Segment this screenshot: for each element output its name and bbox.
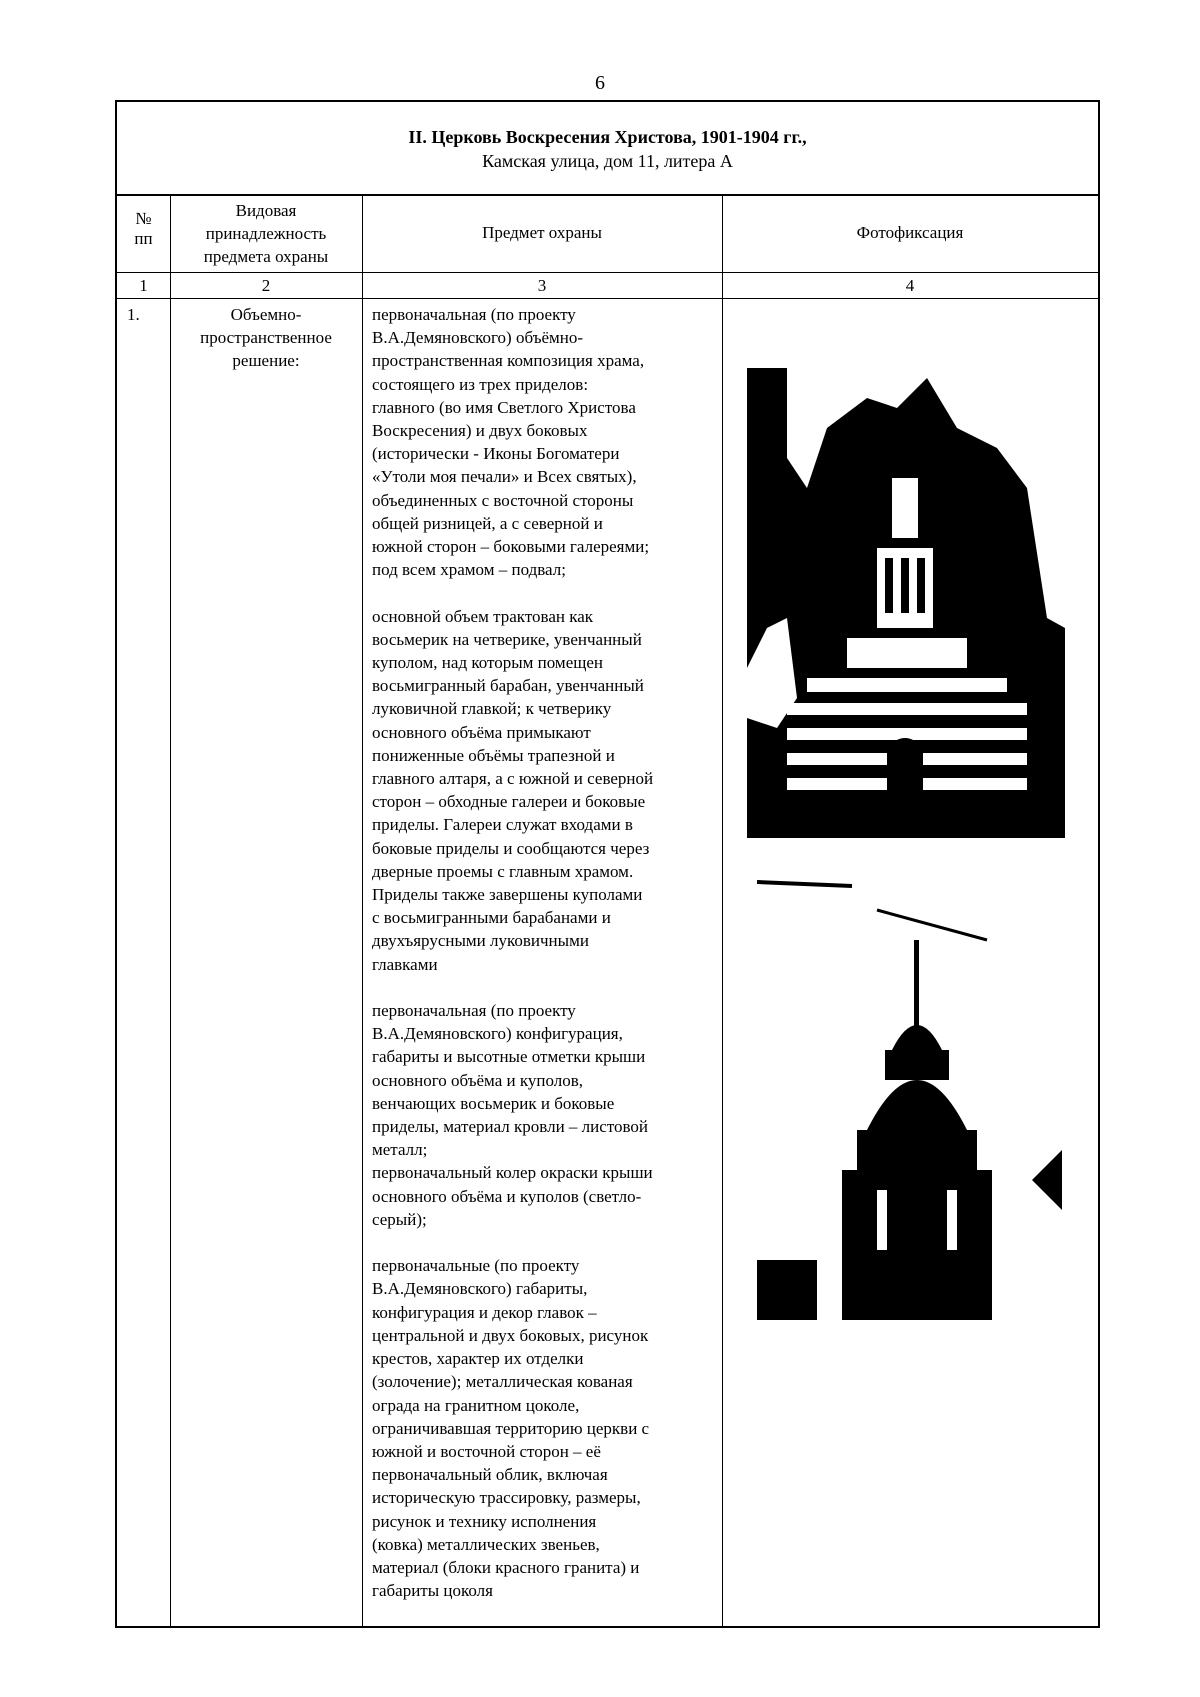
col-number-4: 4 <box>905 276 915 295</box>
col-divider-1 <box>170 194 171 1626</box>
row-subject <box>372 303 712 1626</box>
church-photo-facade <box>747 368 1065 838</box>
header-photo: Фотофиксация <box>856 223 964 242</box>
col-number-2: 2 <box>261 276 271 295</box>
title-sub: Камская улица, дом 11, литера А <box>482 151 733 171</box>
header-type: Видовая принадлежность предмета охраны <box>203 201 329 266</box>
col-divider-3 <box>722 194 723 1626</box>
subject-paragraph-3: первоначальная (по проекту В.А.Демяновского) конфигурация, габариты и высотные отметки крыши основного объёма и куполов, венчающих восьмерик и боковые приделы, материал кровли – листовой металл; первоначальный колер окраски крыши основного объёма и куполов (светло- серый); <box>372 1001 653 1229</box>
row-number: 1. <box>127 305 140 324</box>
header-divider <box>117 272 1098 273</box>
church-photo-dome <box>757 880 1062 1320</box>
title-main: II. Церковь Воскресения Христова, 1901-1904 гг., <box>408 127 807 147</box>
col-number-1: 1 <box>139 276 148 295</box>
subject-paragraph-1: первоначальная (по проекту В.А.Демяновского) объёмно- пространственная композиция храма, состоящего из трех приделов: главного (во имя Светлого Христова Воскресения) и двух боковых (исторически - Иконы Богоматери «Утоли моя печали» и Всех святых), объединенных с восточной стороны общей ризницей, а с северной и южной сторон – боковыми галереями; под всем храмом – подвал; <box>372 305 650 580</box>
col-divider-2 <box>362 194 363 1626</box>
header-subject: Предмет охраны <box>482 223 602 242</box>
row-type: Объемно- пространственное решение: <box>200 305 332 370</box>
subject-paragraph-2: основной объем трактован как восьмерик на четверике, увенчанный куполом, над которым помещен восьмигранный барабан, увенчанный луковичной главкой; к четверику основного объёма примыкают пониженные объёмы трапезной и главного алтаря, а с южной и северной сторон – обходные галереи и боковые приделы. Галереи служат входами в боковые приделы и сообщаются через дверные проемы с главным храмом. Приделы также завершены куполами с восьмигранными барабанами и двухъярусными луковичными главками <box>372 606 654 974</box>
subject-paragraph-4: первоначальные (по проекту В.А.Демяновского) габариты, конфигурация и декор главок – центральной и двух боковых, рисунок крестов, характер их отделки (золочение); металлическая кованая ограда на гранитном цоколе, ограничивавшая территорию церкви с южной и восточной сторон – её первоначальный облик, включая историческую трассировку, размеры, рисунок и технику исполнения (ковка) металлических звеньев, материал (блоки красного гранита) и габариты цоколя <box>372 1256 650 1601</box>
col-number-3: 3 <box>537 276 547 295</box>
table-title <box>117 102 1098 196</box>
header-num: № пп <box>134 209 153 248</box>
numbers-divider <box>117 298 1098 299</box>
page-number: 6 <box>595 72 605 94</box>
protection-table <box>115 100 1100 1628</box>
